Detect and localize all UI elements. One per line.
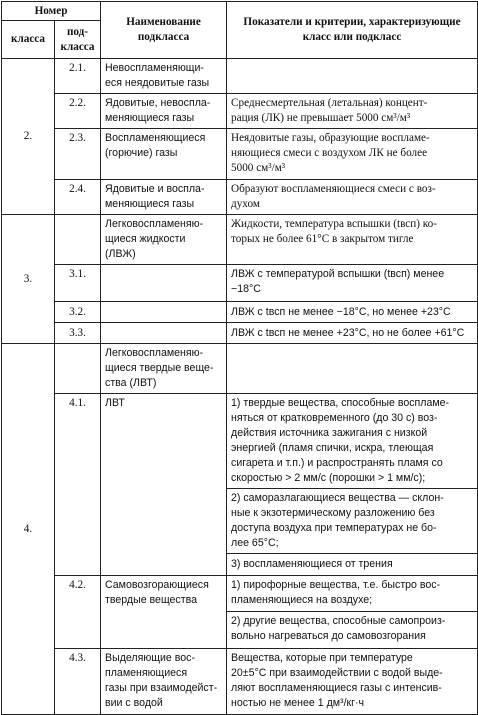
criteria-item: 2) другие вещества, способные самопроиз- вольно нагреваться до самовозгорания — [227, 612, 478, 649]
dangerous-goods-table — [1, 1, 478, 715]
class-number: 4. — [2, 344, 55, 715]
subclass-name: ЛВТ — [101, 394, 227, 576]
class-number: 3. — [2, 215, 55, 344]
subclass-number: 2.1. — [55, 59, 101, 94]
criteria-item: 1) твердые вещества, способные воспламе- няться от кратковременного (до 30 с) воз- действия источника зажигания с низкой энергией (пламя спички, искра, тлеющая сигарета и т.п.) и распространять пламя со скоростью > 2 мм/с (порошки > 1 мм/с); — [227, 394, 478, 489]
subclass-number: 2.3. — [55, 129, 101, 180]
subclass-number: 4.2. — [55, 576, 101, 649]
header-klassa: класса — [2, 21, 55, 59]
criteria-item: 3) воспламеняющиеся от трения — [227, 554, 478, 576]
subclass-number: 3.3. — [55, 323, 101, 344]
criteria-cell — [227, 59, 478, 94]
subclass-name: Ядовитые, невоспла- меняющиеся газы — [101, 94, 227, 129]
criteria-cell: Среднесмертельная (летальная) концент- рация (ЛК) не превышает 5000 см³/м³ — [227, 94, 478, 129]
criteria-item: 1) пирофорные вещества, т.е. быстро вос- пламеняющиеся на воздухе; — [227, 576, 478, 612]
subclass-name: Воспламеняющиеся (горючие) газы — [101, 129, 227, 180]
subclass-name: Выделяющие вос- пламеняющиеся газы при взаимодейст- вии с водой — [101, 649, 227, 715]
subclass-number: 2.4. — [55, 180, 101, 215]
subclass-number: 4.1. — [55, 394, 101, 576]
subclass-name: Самовозгорающиеся твердые вещества — [101, 576, 227, 649]
subclass-name: Невоспламеняющи- еся неядовитые газы — [101, 59, 227, 94]
subclass-name: Легковоспламеняю- щиеся жидкости (ЛВЖ) — [101, 215, 227, 265]
criteria-cell: Вещества, которые при температуре 20±5°С при взаимодействии с водой выде- ляют воспламеняющиеся газы с интенсив- ностью не менее 1 дм³/кг·ч — [227, 649, 478, 715]
header-naimenovanie: Наименование подкласса — [101, 2, 227, 59]
class-number: 2. — [2, 59, 55, 215]
criteria-cell: Образуют воспламеняющиеся смеси с воз- духом — [227, 180, 478, 215]
criteria-item: 2) саморазлагающиеся вещества — склон- ные к экзотермическому разложению без доступа воздуха при температурах не бо- лее 65°С; — [227, 489, 478, 554]
subclass-number: 2.2. — [55, 94, 101, 129]
criteria-cell: ЛВЖ с температурой вспышки (tвсп) менее −18°С — [227, 265, 478, 302]
subclass-name: Легковоспламеняю- щиеся твердые веще- ства (ЛВТ) — [101, 344, 227, 394]
criteria-cell: ЛВЖ с tвсп не менее +23°С, но не более +61°С — [227, 323, 478, 344]
subclass-number: 4.3. — [55, 649, 101, 715]
header-pokazateli: Показатели и критерии, характеризующие класс или подкласс — [227, 2, 478, 59]
subclass-number: 3.1. — [55, 265, 101, 302]
criteria-cell: Неядовитые газы, образующие воспламе- няющиеся смеси с воздухом ЛК не более 5000 см³/м³ — [227, 129, 478, 180]
criteria-cell: Жидкости, температура вспышки (tвсп) ко- торых не более 61°С в закрытом тигле — [227, 215, 478, 265]
criteria-cell: ЛВЖ с tвсп не менее −18°С, но менее +23°С — [227, 302, 478, 323]
subclass-name: Ядовитые и воспла- меняющиеся газы — [101, 180, 227, 215]
subclass-number: 3.2. — [55, 302, 101, 323]
header-podklassa: под- класса — [55, 21, 101, 59]
header-nomer: Номер — [2, 2, 101, 21]
